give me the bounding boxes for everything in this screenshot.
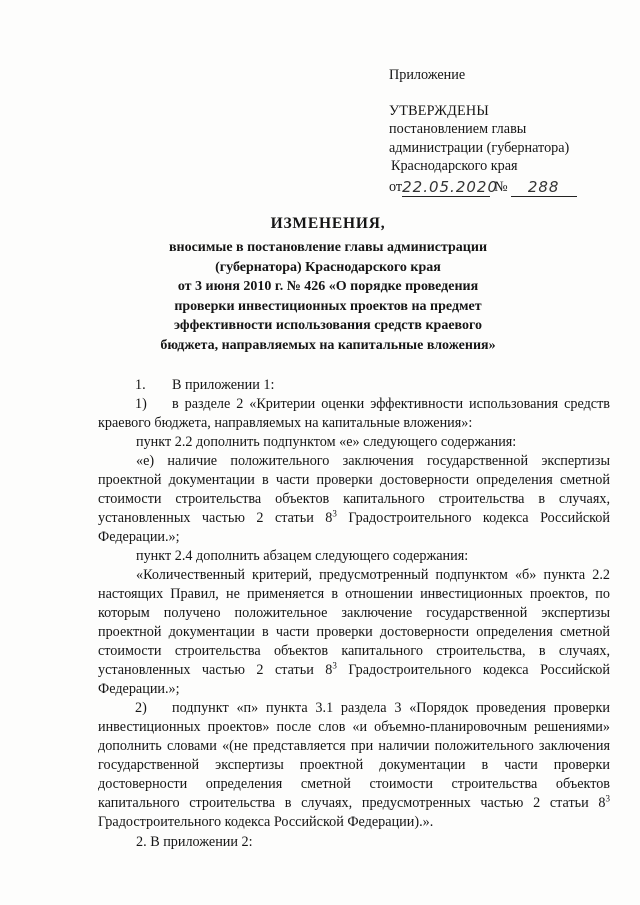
document-body: [98, 376, 610, 852]
quote-quantitative-criterion: «Количественный критерий, предусмотренный подпунктом «б» пункта 2.2 настоящих Правил, не применяется в отношении инвестиционных проектов, по которым получено положительное заключение государственной экспертизы проектной документации в части проверки достоверности определения сметной стоимости строительства объектов капитального строительства, в случаях, установленных частью 2 статьи $8^3$ Градостроительного кодекса Российской Федерации.»;: [98, 567, 610, 697]
title-line-6: бюджета, направляемых на капитальные вложения»: [160, 337, 496, 353]
handwritten-date: 22.05.2020: [402, 177, 498, 196]
resolution-date-number: [389, 178, 577, 197]
item-2: 2. В приложении 2:: [136, 834, 253, 850]
title-line-2: (губернатора) Краснодарского края: [215, 259, 441, 275]
item-1-subitem-1: 1) в разделе 2 «Критерии оценки эффективности использования средств краевого бюджета, направляемых на капитальные вложения»:: [98, 396, 610, 431]
approval-line-1: постановлением главы: [389, 121, 527, 137]
title-line-1: вносимые в постановление главы администрации: [168, 240, 488, 255]
document-title: [100, 215, 556, 356]
title-main: ИЗМЕНЕНИЯ,: [270, 215, 386, 232]
paragraph-2-4: пункт 2.4 дополнить абзацем следующего содержания:: [136, 548, 469, 564]
approved-heading: УТВЕРЖДЕНЫ: [389, 102, 489, 119]
handwritten-number: 288: [527, 177, 560, 196]
number-field: [511, 178, 577, 197]
title-line-3: от 3 июня 2010 г. № 426 «О порядке проведения: [177, 279, 479, 295]
title-line-4: проверки инвестиционных проектов на предмет: [174, 298, 482, 314]
approval-line-2: администрации (губернатора): [389, 139, 570, 156]
title-line-5: эффективности использования средств краевого: [173, 318, 483, 334]
item-1-subitem-2: 2) подпункт «п» пункта 3.1 раздела 3 «Порядок проведения проверки инвестиционных проектов» после слов «и объемно-планировочным решениями» дополнить словами «(не представляется при наличии положительного заключения государственной экспертизы проектной документации в части проверки достоверности определения сметной стоимости строительства объектов капитального строительства в случаях, предусмотренных частью 2 статьи $8^3$ Градостроительного кодекса Российской Федерации).».: [98, 700, 610, 830]
from-label: от: [389, 179, 403, 195]
appendix-label: Приложение: [389, 67, 466, 83]
paragraph-2-2: пункт 2.2 дополнить подпунктом «е» следующего содержания:: [136, 434, 517, 450]
quote-subitem-e: «е) наличие положительного заключения государственной экспертизы проектной документации в части проверки достоверности определения сметной стоимости строительства объектов капитального строительства в случаях, установленных частью 2 статьи $8^3$ Градостроительного кодекса Российской Федерации.»;: [98, 453, 610, 545]
item-1: 1. В приложении 1:: [135, 377, 275, 393]
date-field: [402, 177, 498, 197]
number-label: №: [494, 179, 508, 195]
approval-block: [389, 66, 577, 197]
approval-line-3: Краснодарского края: [391, 158, 518, 174]
